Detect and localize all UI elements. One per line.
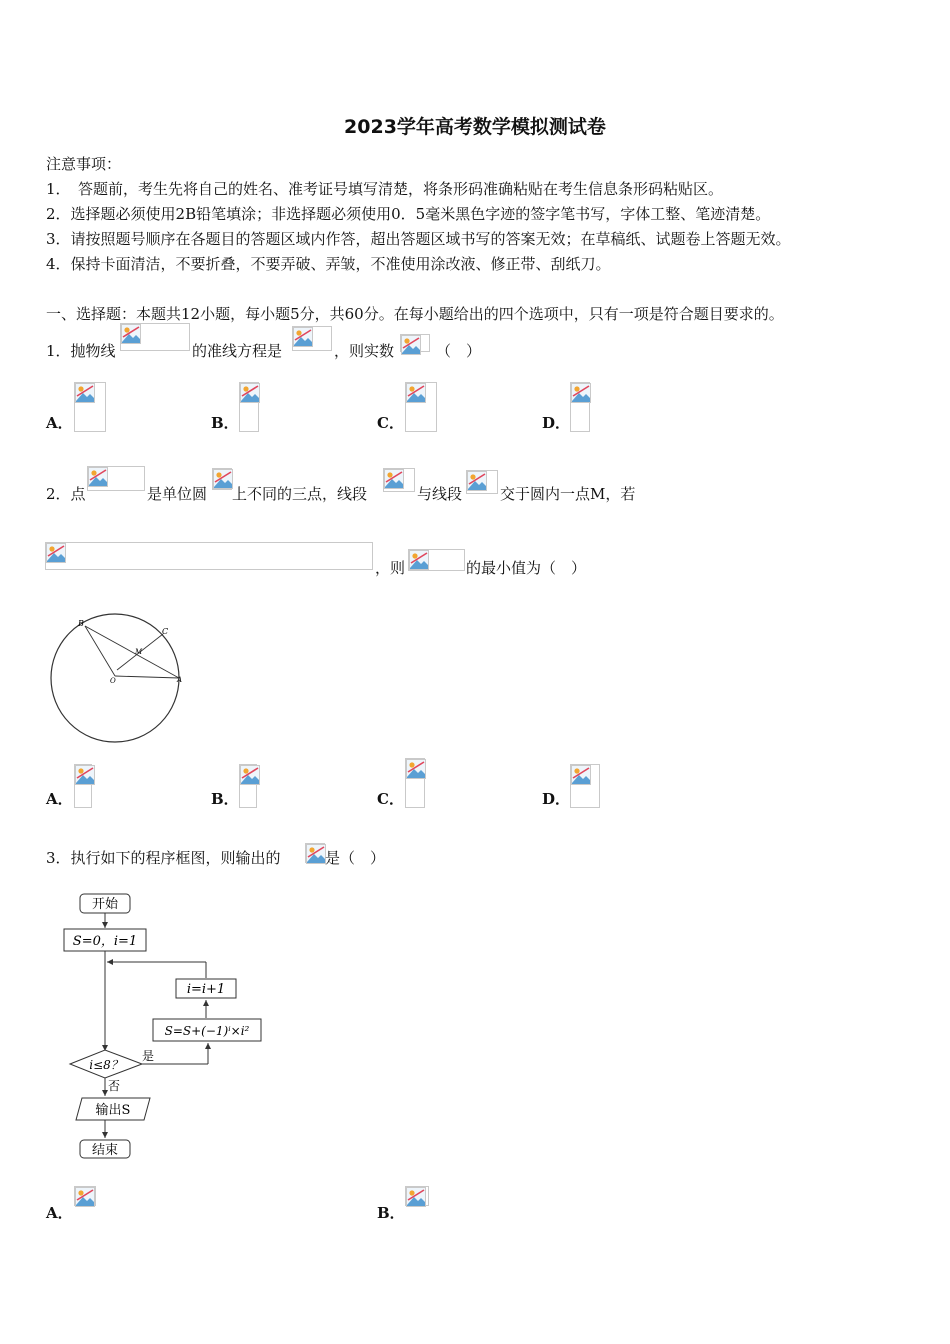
label-m: M [135,648,143,656]
label-a: A [177,676,183,684]
section-heading: 一、选择题：本题共12小题，每小题5分，共60分。在每小题给出的四个选项中，只有一项是符合题目要求的。 [46,305,784,323]
q2-segment-1-image [383,468,415,492]
q2-option-d-image [570,764,600,808]
q3-text: 3．执行如下的程序框图，则输出的 [46,849,281,867]
q1-option-a: A． [46,414,73,432]
broken-image-icon [306,844,326,864]
q2-option-c: C． [377,790,404,808]
broken-image-icon [406,383,426,403]
q2-text-6: 的最小值为（ ） [466,559,587,577]
q2-option-b-image [239,764,257,808]
q2-text-4: 交于圆内一点M，若 [500,485,636,503]
q1-text-1: 的准线方程是 [192,342,283,360]
broken-image-icon [384,469,404,489]
flow-end-label: 结束 [91,1143,119,1158]
broken-image-icon [46,543,66,563]
q2-text-5: ，则 [375,559,406,577]
q3-option-b-image [405,1186,429,1206]
flow-output-label: 输出S [95,1103,131,1118]
flow-start-label: 开始 [91,897,119,912]
q1-text-3: （ ） [436,342,482,360]
q2-segment-2-image [466,470,498,494]
q3-text-tail: 是（ ） [325,849,386,867]
broken-image-icon [293,327,313,347]
q1-number: 1．抛物线 [46,342,116,360]
q1-option-b-image [239,382,259,432]
q3-output-image [305,843,325,863]
q1-option-b: B． [211,414,239,432]
q2-points-image [87,466,145,491]
flow-init-label: S=0，i=1 [72,934,138,949]
q3-option-b: B． [377,1204,405,1222]
broken-image-icon [406,1187,426,1207]
broken-image-icon [571,383,591,403]
q1-option-a-image [74,382,106,432]
q3-option-a-image [74,1186,96,1206]
q2-expression-image [408,549,465,571]
q2-option-a: A． [46,790,73,808]
notice-item-2: 2．选择题必须使用2B铅笔填涂；非选择题必须使用0．5毫米黑色字迹的签字笔书写，字体工整、笔迹清楚。 [46,205,771,223]
flow-update-label: S=S+(−1)ⁱ×i² [164,1024,250,1038]
q3-option-a: A． [46,1204,73,1222]
segment-oa [115,676,179,678]
broken-image-icon [121,324,141,344]
flow-condition-label: i≤8？ [89,1058,123,1072]
q2-option-a-image [74,764,92,808]
q1-formula-image [120,323,190,351]
q1-directrix-image [292,326,332,351]
broken-image-icon [571,765,591,785]
flow-increment-label: i=i+1 [186,982,226,997]
q1-option-d: D． [542,414,571,432]
broken-image-icon [75,765,95,785]
label-b: B [78,619,84,628]
broken-image-icon [75,383,95,403]
q2-option-b: B． [211,790,239,808]
q2-text-1: 是单位圆 [147,485,208,503]
page-title: 2023学年高考数学模拟测试卷 [344,116,606,138]
broken-image-icon [88,467,108,487]
q2-condition-image [45,542,373,570]
broken-image-icon [75,1187,95,1207]
segment-bo [85,626,115,676]
broken-image-icon [240,765,260,785]
q2-option-c-image [405,758,425,808]
notice-item-4: 4．保持卡面清洁，不要折叠，不要弄破、弄皱，不准使用涂改液、修正带、刮纸刀。 [46,255,611,273]
q3-flowchart [60,886,270,1166]
broken-image-icon [467,471,487,491]
q2-text-2: 上不同的三点，线段 [232,485,368,503]
q1-variable-image [400,334,430,352]
q1-option-c-image [405,382,437,432]
notice-heading: 注意事项： [46,155,122,173]
broken-image-icon [213,469,233,489]
q2-number: 2．点 [46,485,86,503]
broken-image-icon [409,550,429,570]
flow-yes-label: 是 [142,1049,155,1063]
notice-item-1: 1． 答题前，考生先将自己的姓名、准考证号填写清楚，将条形码准确粘贴在考生信息条形码粘贴区。 [46,180,724,198]
label-o: O [110,677,116,685]
flow-no-label: 否 [108,1079,121,1093]
label-c: C [162,627,169,636]
broken-image-icon [406,759,426,779]
q2-circle-image [212,468,232,490]
q1-option-c: C． [377,414,404,432]
q2-option-d: D． [542,790,571,808]
broken-image-icon [401,335,421,355]
q2-text-3: 与线段 [417,485,463,503]
q1-text-2: ，则实数 [334,342,395,360]
notice-item-3: 3．请按照题号顺序在各题目的答题区域内作答，超出答题区域书写的答案无效；在草稿纸、试题卷上答题无效。 [46,230,791,248]
q2-circle-figure [45,602,217,744]
q1-option-d-image [570,382,590,432]
broken-image-icon [240,383,260,403]
